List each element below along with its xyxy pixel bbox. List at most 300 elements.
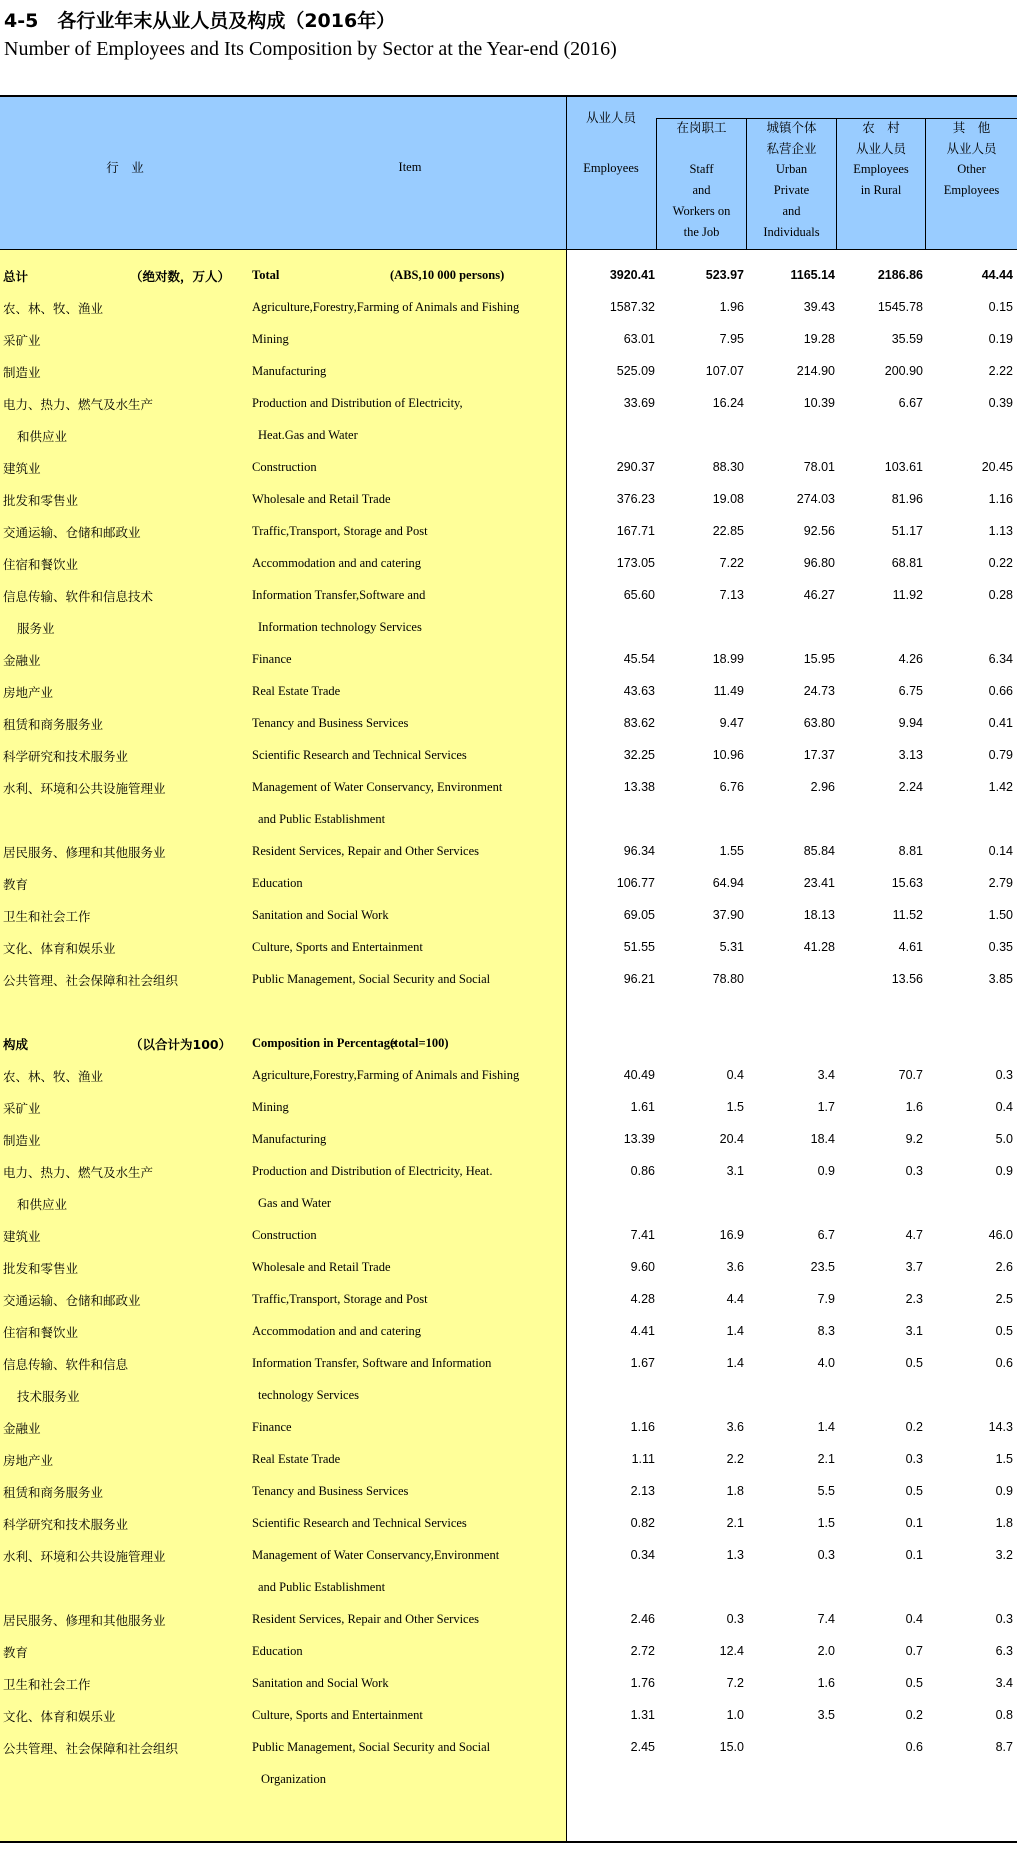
employees-value: 106.77 [616,876,655,890]
rural-value: 68.81 [891,556,923,570]
other-value: 0.9 [995,1484,1013,1498]
staff-value: 1.0 [726,1708,744,1722]
page-title-english: Number of Employees and Its Composition by Sector at the Year-end (2016) [4,38,617,60]
employees-value: 51.55 [623,940,655,954]
other-value: 0.66 [988,684,1013,698]
table-row [0,1572,1017,1604]
urban-private-value: 41.28 [803,940,835,954]
section-note-zh: （以合计为100） [130,1037,232,1052]
other-value: 2.79 [988,876,1013,890]
staff-value: 16.9 [719,1228,744,1242]
sector-name-en: Information Transfer, Software and Information [252,1356,492,1370]
sector-name-en: and Public Establishment [258,1580,386,1594]
sector-name-zh: 交通运输、仓储和邮政业 [3,1293,141,1308]
sector-name-en: Construction [252,1228,317,1242]
table-row [0,1092,1017,1124]
urban-private-value: 1.7 [817,1100,835,1114]
staff-value: 7.13 [719,588,744,602]
urban-private-value: 1165.14 [790,268,835,282]
urban-private-value: 92.56 [803,524,835,538]
table-row [0,772,1017,804]
urban-private-value: 19.28 [803,332,835,346]
other-value: 1.8 [995,1516,1013,1530]
employees-value: 0.86 [630,1164,655,1178]
employees-value: 83.62 [623,716,655,730]
sector-name-en: Education [252,1644,303,1658]
staff-value: 16.24 [712,396,744,410]
other-value: 0.15 [988,300,1013,314]
sector-name-en: Tenancy and Business Services [252,716,409,730]
urban-private-value: 8.3 [817,1324,835,1338]
sector-name-en: Accommodation and and catering [252,556,422,570]
sector-name-zh: 制造业 [3,365,41,380]
staff-value: 1.8 [726,1484,744,1498]
sector-name-zh: 农、林、牧、渔业 [3,1069,104,1084]
urban-private-value: 85.84 [803,844,835,858]
sector-name-en: Public Management, Social Security and Social [252,1740,491,1754]
section-note-en: (ABS,10 000 persons) [390,268,505,282]
sector-name-zh: 科学研究和技术服务业 [3,749,129,764]
header-rural: 农 村 从业人员 Employees in Rural [853,120,909,197]
rural-value: 4.7 [905,1228,923,1242]
sector-name-zh: 总计 [3,269,29,284]
sector-name-zh: 交通运输、仓储和邮政业 [3,525,141,540]
urban-private-value: 24.73 [803,684,835,698]
rural-value: 0.2 [905,1708,923,1722]
rural-value: 6.75 [898,684,923,698]
rural-value: 9.94 [898,716,923,730]
table-row [0,1316,1017,1348]
other-value: 1.42 [988,780,1013,794]
other-value: 0.5 [995,1324,1013,1338]
employees-value: 9.60 [630,1260,655,1274]
sector-name-zh: 和供应业 [17,429,68,444]
staff-value: 15.0 [719,1740,744,1754]
employees-value: 3920.41 [609,268,655,282]
rural-value: 103.61 [884,460,923,474]
staff-value: 78.80 [712,972,744,986]
employees-value: 13.38 [623,780,655,794]
other-value: 0.22 [988,556,1013,570]
staff-value: 1.55 [719,844,744,858]
rural-value: 4.61 [898,940,923,954]
sector-name-zh: 建筑业 [3,461,41,476]
rural-value: 0.6 [905,1740,923,1754]
sector-name-zh: 信息传输、软件和信息技术 [3,589,154,604]
rural-value: 2.3 [905,1292,923,1306]
rural-value: 51.17 [891,524,923,538]
sector-name-zh: 构成 [3,1037,29,1052]
table-row [0,804,1017,836]
header-employees-en: Employees [583,161,639,175]
sector-name-en: Management of Water Conservancy, Environment [252,780,503,794]
employees-value: 69.05 [623,908,655,922]
other-value: 0.41 [988,716,1013,730]
rural-value: 3.13 [898,748,923,762]
employees-value: 0.34 [630,1548,655,1562]
staff-value: 19.08 [712,492,744,506]
employees-value: 65.60 [623,588,655,602]
employees-value: 4.41 [630,1324,655,1338]
table-row [0,740,1017,772]
rural-value: 15.63 [891,876,923,890]
sector-name-en: Manufacturing [252,1132,327,1146]
staff-value: 10.96 [712,748,744,762]
staff-value: 1.3 [726,1548,744,1562]
urban-private-value: 23.41 [803,876,835,890]
employees-value: 96.21 [623,972,655,986]
other-value: 8.7 [995,1740,1013,1754]
rural-value: 0.3 [905,1452,923,1466]
rural-value: 3.1 [905,1324,923,1338]
urban-private-value: 18.4 [810,1132,835,1146]
rural-value: 0.5 [905,1676,923,1690]
urban-private-value: 15.95 [803,652,835,666]
sector-name-en: Production and Distribution of Electricity, Heat. [252,1164,493,1178]
staff-value: 7.22 [719,556,744,570]
sector-name-zh: 电力、热力、燃气及水生产 [3,1165,154,1180]
employees-value: 63.01 [623,332,655,346]
sector-name-zh: 住宿和餐饮业 [3,1325,79,1340]
table-row [0,292,1017,324]
sector-name-zh: 公共管理、社会保障和社会组织 [3,1741,179,1756]
sector-name-en: Finance [252,652,292,666]
other-value: 0.14 [988,844,1013,858]
urban-private-value: 18.13 [803,908,835,922]
table-row [0,1636,1017,1668]
sector-name-en: Construction [252,460,317,474]
urban-private-value: 78.01 [803,460,835,474]
other-value: 6.34 [988,652,1013,666]
urban-private-value: 3.4 [817,1068,835,1082]
staff-value: 7.95 [719,332,744,346]
rural-value: 81.96 [891,492,923,506]
sector-name-zh: 采矿业 [3,333,41,348]
rural-value: 35.59 [891,332,923,346]
employees-value: 1.16 [630,1420,655,1434]
employees-value: 290.37 [616,460,655,474]
sector-name-en: Sanitation and Social Work [252,1676,389,1690]
staff-value: 3.6 [726,1260,744,1274]
staff-value: 12.4 [719,1644,744,1658]
urban-private-value: 0.3 [817,1548,835,1562]
table-row [0,388,1017,420]
staff-value: 37.90 [712,908,744,922]
employees-value: 43.63 [623,684,655,698]
sector-name-en: Agriculture,Forestry,Farming of Animals and Fishing [252,1068,520,1082]
table-row [0,1668,1017,1700]
employees-value: 1.11 [631,1452,655,1466]
table-header [0,97,1017,249]
sector-name-zh: 采矿业 [3,1101,41,1116]
sector-name-en: Information Transfer,Software and [252,588,426,602]
header-employees-zh: 从业人员 [585,110,636,125]
sector-name-en: Organization [261,1772,327,1786]
urban-private-value: 10.39 [803,396,835,410]
table-row [0,1060,1017,1092]
urban-private-value: 274.03 [796,492,835,506]
sector-name-en: Traffic,Transport, Storage and Post [252,524,428,538]
sector-name-zh: 金融业 [3,653,41,668]
sector-name-en: Gas and Water [258,1196,332,1210]
employees-value: 1.76 [630,1676,655,1690]
employees-value: 1587.32 [609,300,655,314]
sector-name-zh: 金融业 [3,1421,41,1436]
employees-value: 96.34 [623,844,655,858]
sector-name-zh: 居民服务、修理和其他服务业 [3,845,166,860]
table-row [0,324,1017,356]
sector-name-zh: 水利、环境和公共设施管理业 [3,781,166,796]
sector-name-en: Public Management, Social Security and Social [252,972,491,986]
employees-value: 32.25 [623,748,655,762]
staff-value: 4.4 [726,1292,744,1306]
other-value: 44.44 [981,268,1013,282]
table-row [0,1540,1017,1572]
sector-name-en: Production and Distribution of Electricity, [252,396,463,410]
sector-name-en: Wholesale and Retail Trade [252,1260,391,1274]
table-row [0,420,1017,452]
table-row [0,1220,1017,1252]
staff-value: 3.1 [726,1164,744,1178]
sector-name-zh: 房地产业 [3,1453,54,1468]
rural-value: 1545.78 [877,300,923,314]
urban-private-value: 1.4 [817,1420,835,1434]
table-row [0,1732,1017,1764]
table-row [0,932,1017,964]
other-value: 2.5 [995,1292,1013,1306]
table-row [0,1380,1017,1412]
sector-name-en: Real Estate Trade [252,1452,341,1466]
rural-value: 0.5 [905,1484,923,1498]
sector-name-en: Real Estate Trade [252,684,341,698]
header-staff: 在岗职工 Staff and Workers on the Job [672,120,731,239]
sector-name-zh: 电力、热力、燃气及水生产 [3,397,154,412]
other-value: 1.13 [988,524,1013,538]
rural-value: 11.52 [892,908,923,922]
table-row [0,1124,1017,1156]
table-row [0,452,1017,484]
staff-value: 3.6 [726,1420,744,1434]
sector-name-zh: 住宿和餐饮业 [3,557,79,572]
urban-private-value: 0.9 [817,1164,835,1178]
table-row [0,612,1017,644]
urban-private-value: 3.5 [817,1708,835,1722]
sector-name-zh: 水利、环境和公共设施管理业 [3,1549,166,1564]
other-value: 3.2 [995,1548,1013,1562]
sector-name-en: Heat.Gas and Water [258,428,358,442]
urban-private-value: 1.5 [817,1516,835,1530]
staff-value: 9.47 [719,716,744,730]
staff-value: 1.4 [726,1324,744,1338]
other-value: 1.16 [988,492,1013,506]
employees-value: 1.67 [630,1356,655,1370]
other-value: 0.35 [988,940,1013,954]
sector-name-zh: 居民服务、修理和其他服务业 [3,1613,166,1628]
other-value: 0.3 [995,1068,1013,1082]
sector-name-en: Total [252,268,280,282]
other-value: 0.79 [988,748,1013,762]
sector-name-en: Resident Services, Repair and Other Services [252,844,480,858]
sector-name-zh: 租赁和商务服务业 [3,1485,104,1500]
other-value: 6.3 [995,1644,1013,1658]
sector-name-zh: 科学研究和技术服务业 [3,1517,129,1532]
table-row [0,1476,1017,1508]
table-row [0,356,1017,388]
staff-value: 1.4 [726,1356,744,1370]
other-value: 20.45 [981,460,1013,474]
staff-value: 0.3 [726,1612,744,1626]
sector-name-zh: 教育 [3,1645,29,1660]
table-row [0,708,1017,740]
table-row [0,900,1017,932]
sector-name-zh: 农、林、牧、渔业 [3,301,104,316]
table-bottom-rule [0,1841,1017,1843]
staff-value: 2.2 [726,1452,744,1466]
rural-value: 8.81 [898,844,923,858]
staff-value: 107.07 [705,364,744,378]
employees-value: 2.46 [630,1612,655,1626]
employees-value: 4.28 [630,1292,655,1306]
table-row [0,1188,1017,1220]
sector-name-en: Mining [252,1100,289,1114]
rural-value: 13.56 [891,972,923,986]
urban-private-value: 23.5 [810,1260,835,1274]
sector-name-zh: 制造业 [3,1133,41,1148]
other-value: 2.6 [995,1260,1013,1274]
urban-private-value: 63.80 [803,716,835,730]
urban-private-value: 214.90 [796,364,835,378]
table-row [0,676,1017,708]
employees-value: 40.49 [623,1068,655,1082]
urban-private-value: 17.37 [803,748,835,762]
page-title-chinese: 4-5 各行业年末从业人员及构成（2016年） [4,10,396,32]
urban-private-value: 7.4 [817,1612,835,1626]
other-value: 0.19 [988,332,1013,346]
table-row [0,1444,1017,1476]
employment-table [0,95,1017,1843]
sector-name-zh: 批发和零售业 [3,493,79,508]
sector-name-en: and Public Establishment [258,812,386,826]
rural-value: 0.1 [905,1548,923,1562]
rural-value: 9.2 [905,1132,923,1146]
sector-name-en: Sanitation and Social Work [252,908,389,922]
sector-name-zh: 卫生和社会工作 [3,1677,91,1692]
staff-value: 6.76 [719,780,744,794]
employees-value: 45.54 [623,652,655,666]
urban-private-value: 96.80 [803,556,835,570]
staff-value: 1.5 [726,1100,744,1114]
rural-value: 0.7 [905,1644,923,1658]
sector-name-zh: 教育 [3,877,29,892]
rural-value: 0.1 [905,1516,923,1530]
sector-name-en: Scientific Research and Technical Services [252,748,467,762]
sector-name-en: Wholesale and Retail Trade [252,492,391,506]
sector-name-en: Management of Water Conservancy,Environment [252,1548,500,1562]
rural-value: 0.5 [905,1356,923,1370]
urban-private-value: 2.96 [810,780,835,794]
staff-value: 20.4 [719,1132,744,1146]
employees-value: 0.82 [630,1516,655,1530]
rural-value: 0.2 [905,1420,923,1434]
rural-value: 70.7 [898,1068,923,1082]
other-value: 3.4 [995,1676,1013,1690]
other-value: 46.0 [988,1228,1013,1242]
sector-name-en: Manufacturing [252,364,327,378]
staff-value: 7.2 [726,1676,744,1690]
sector-name-zh: 文化、体育和娱乐业 [3,1709,116,1724]
table-row [0,1348,1017,1380]
sector-name-zh: 服务业 [17,621,55,636]
sector-name-en: Traffic,Transport, Storage and Post [252,1292,428,1306]
header-urban: 城镇个体 私营企业 Urban Private and Individuals [763,120,820,239]
sector-name-en: Culture, Sports and Entertainment [252,1708,423,1722]
rural-value: 0.3 [905,1164,923,1178]
section-note-zh: （绝对数，万人） [130,269,231,284]
table-row [0,1028,1017,1060]
sector-name-zh: 和供应业 [17,1197,68,1212]
staff-value: 0.4 [726,1068,744,1082]
sector-name-en: Resident Services, Repair and Other Services [252,1612,480,1626]
urban-private-value: 4.0 [817,1356,835,1370]
employees-value: 167.71 [616,524,655,538]
rural-value: 3.7 [905,1260,923,1274]
rural-value: 2186.86 [877,268,923,282]
other-value: 2.22 [988,364,1013,378]
table-row [0,516,1017,548]
other-value: 1.50 [988,908,1013,922]
urban-private-value: 1.6 [817,1676,835,1690]
staff-value: 1.96 [719,300,744,314]
section-note-en: (total=100) [390,1036,449,1050]
employees-value: 7.41 [630,1228,655,1242]
staff-value: 5.31 [719,940,744,954]
sector-name-zh: 批发和零售业 [3,1261,79,1276]
employees-value: 1.61 [630,1100,655,1114]
table-row [0,1700,1017,1732]
urban-private-value: 46.27 [803,588,835,602]
header-item-en: Item [398,160,422,174]
table-row [0,1156,1017,1188]
urban-private-value: 2.1 [817,1452,835,1466]
employees-value: 525.09 [616,364,655,378]
table-row [0,260,1017,292]
table-row [0,868,1017,900]
sector-name-en: Education [252,876,303,890]
table-row [0,1764,1017,1796]
table-row [0,1508,1017,1540]
header-sector-zh: 行 业 [106,160,144,175]
rural-value: 200.90 [884,364,923,378]
sector-name-en: Tenancy and Business Services [252,1484,409,1498]
rural-value: 0.4 [905,1612,923,1626]
other-value: 1.5 [995,1452,1013,1466]
staff-value: 88.30 [712,460,744,474]
sector-name-en: Mining [252,332,289,346]
other-value: 0.9 [995,1164,1013,1178]
staff-value: 2.1 [726,1516,744,1530]
table-row [0,1284,1017,1316]
employees-value: 13.39 [623,1132,655,1146]
table-row [0,964,1017,996]
table-row [0,1412,1017,1444]
staff-value: 18.99 [712,652,744,666]
table-row [0,644,1017,676]
urban-private-value: 7.9 [817,1292,835,1306]
sector-name-zh: 房地产业 [3,685,54,700]
sector-name-zh: 公共管理、社会保障和社会组织 [3,973,179,988]
rural-value: 1.6 [905,1100,923,1114]
staff-value: 22.85 [712,524,744,538]
